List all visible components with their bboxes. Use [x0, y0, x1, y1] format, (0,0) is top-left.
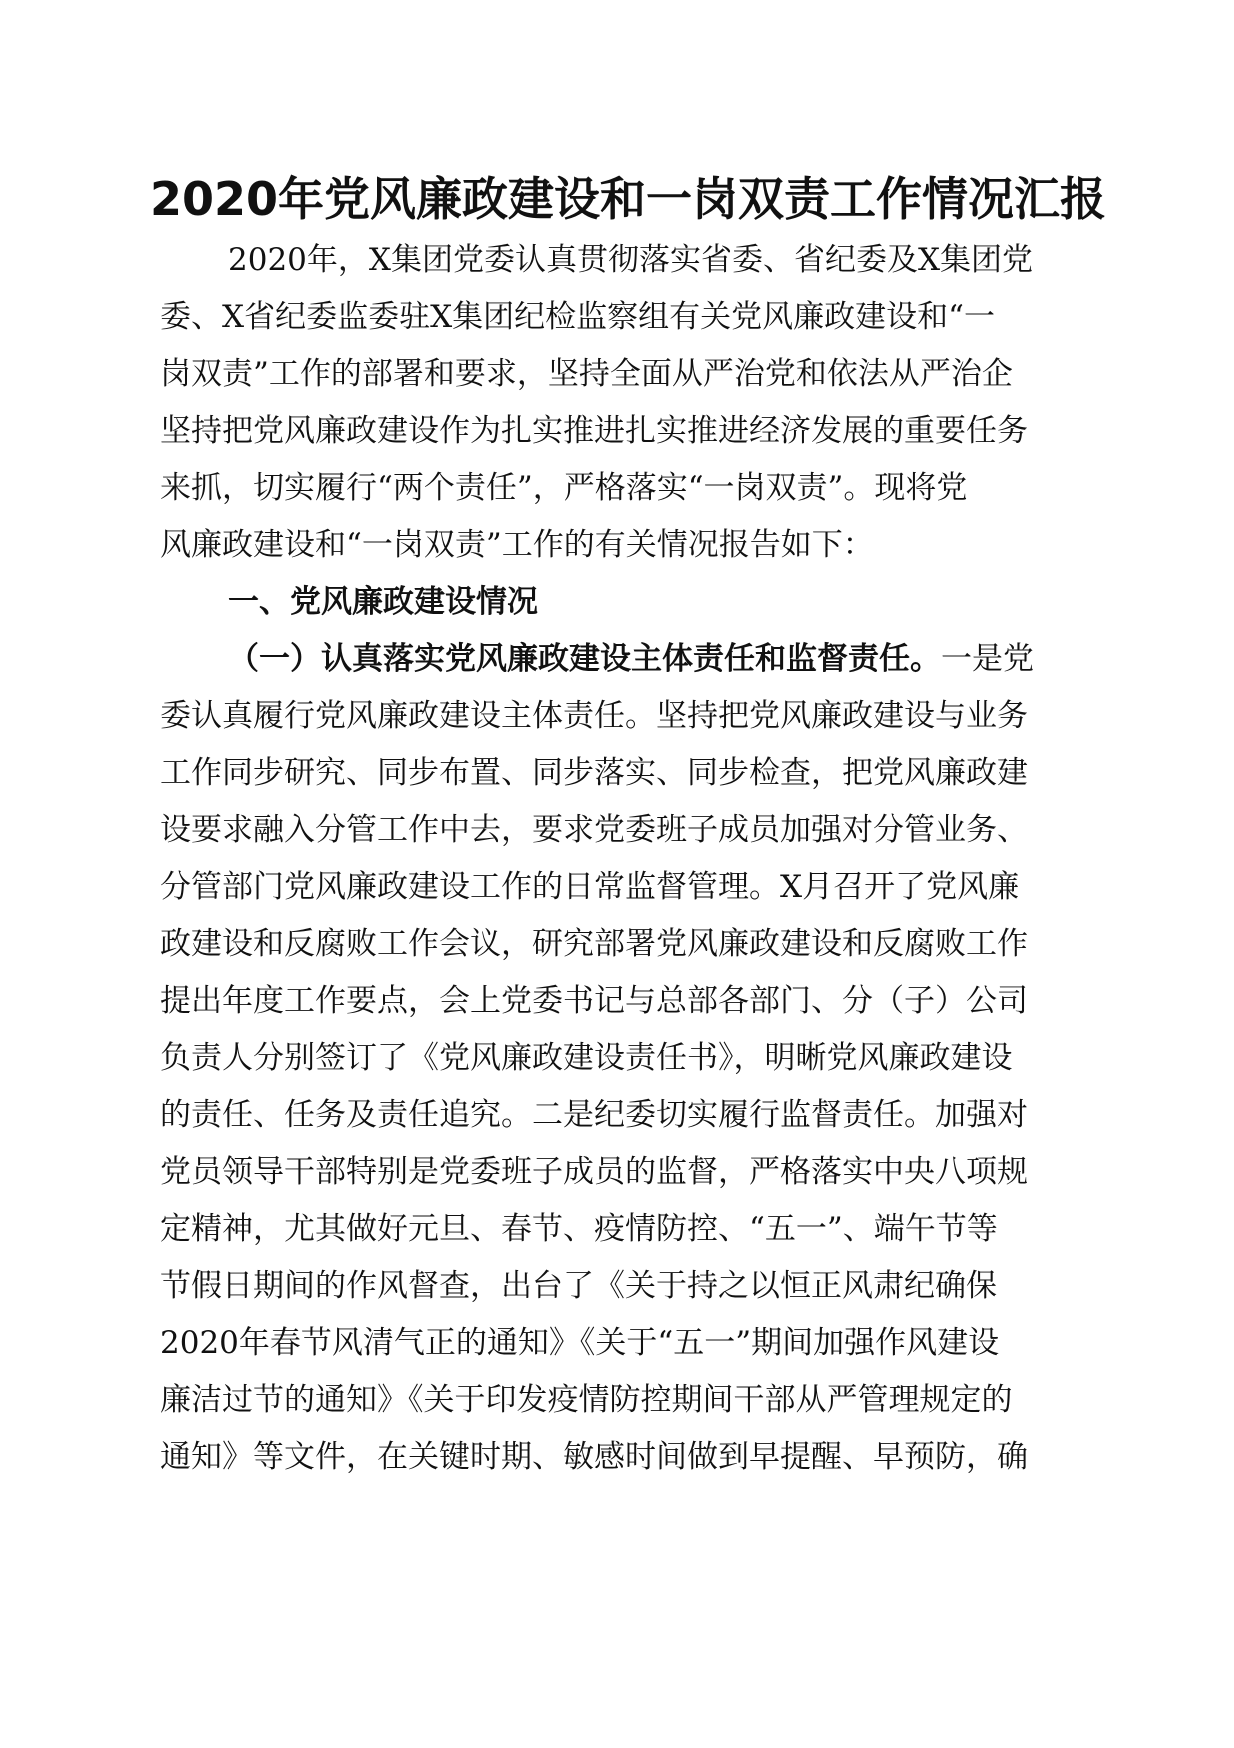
body-line-17: 党员领导干部特别是党委班子成员的监督，严格落实中央八项规 — [160, 1154, 1028, 1190]
body-line-2: 委、X省纪委监委驻X集团纪检监察组有关党风廉政建设和“一 — [160, 299, 995, 335]
body-line-18: 定精神，尤其做好元旦、春节、疫情防控、“五一”、端午节等 — [160, 1211, 998, 1247]
body-line-14: 提出年度工作要点，会上党委书记与总部各部门、分（子）公司 — [160, 983, 1028, 1019]
body-line-21: 廉洁过节的通知》《关于印发疫情防控期间干部从严管理规定的 — [160, 1382, 1013, 1418]
body-line-10: 工作同步研究、同步布置、同步落实、同步检查，把党风廉政建 — [160, 755, 1028, 791]
body-line-22: 通知》等文件，在关键时期、敏感时间做到早提醒、早预防，确 — [160, 1439, 1028, 1475]
body-line-1: 2020年，X集团党委认真贯彻落实省委、省纪委及X集团党 — [228, 242, 1034, 278]
body-line-3: 岗双责”工作的部署和要求，坚持全面从严治党和依法从严治企 — [160, 356, 1013, 392]
body-line-5: 来抓，切实履行“两个责任”，严格落实“一岗双责”。现将党 — [160, 470, 968, 506]
body-line-16: 的责任、任务及责任追究。二是纪委切实履行监督责任。加强对 — [160, 1097, 1028, 1133]
subsection-line — [228, 639, 1034, 679]
subsection-heading-1: （一）认真落实党风廉政建设主体责任和监督责任。 — [228, 641, 941, 677]
body-line-19: 节假日期间的作风督查，出台了《关于持之以恒正风肃纪确保 — [160, 1268, 997, 1304]
body-line-15: 负责人分别签订了《党风廉政建设责任书》，明晰党风廉政建设 — [160, 1040, 1013, 1076]
body-line-6: 风廉政建设和“一岗双责”工作的有关情况报告如下： — [160, 527, 874, 563]
subsection-text-start: 一是党 — [941, 641, 1034, 677]
section-heading-1: 一、党风廉政建设情况 — [228, 584, 538, 620]
body-line-11: 设要求融入分管工作中去，要求党委班子成员加强对分管业务、 — [160, 812, 1028, 848]
body-line-9: 委认真履行党风廉政建设主体责任。坚持把党风廉政建设与业务 — [160, 698, 1028, 734]
document-title: 2020年党风廉政建设和一岗双责工作情况汇报 — [150, 172, 1107, 226]
body-line-20: 2020年春节风清气正的通知》《关于“五一”期间加强作风建设 — [160, 1325, 1000, 1361]
body-line-12: 分管部门党风廉政建设工作的日常监督管理。X月召开了党风廉 — [160, 869, 1020, 905]
body-line-13: 政建设和反腐败工作会议，研究部署党风廉政建设和反腐败工作 — [160, 926, 1028, 962]
body-line-4: 坚持把党风廉政建设作为扎实推进扎实推进经济发展的重要任务 — [160, 413, 1028, 449]
